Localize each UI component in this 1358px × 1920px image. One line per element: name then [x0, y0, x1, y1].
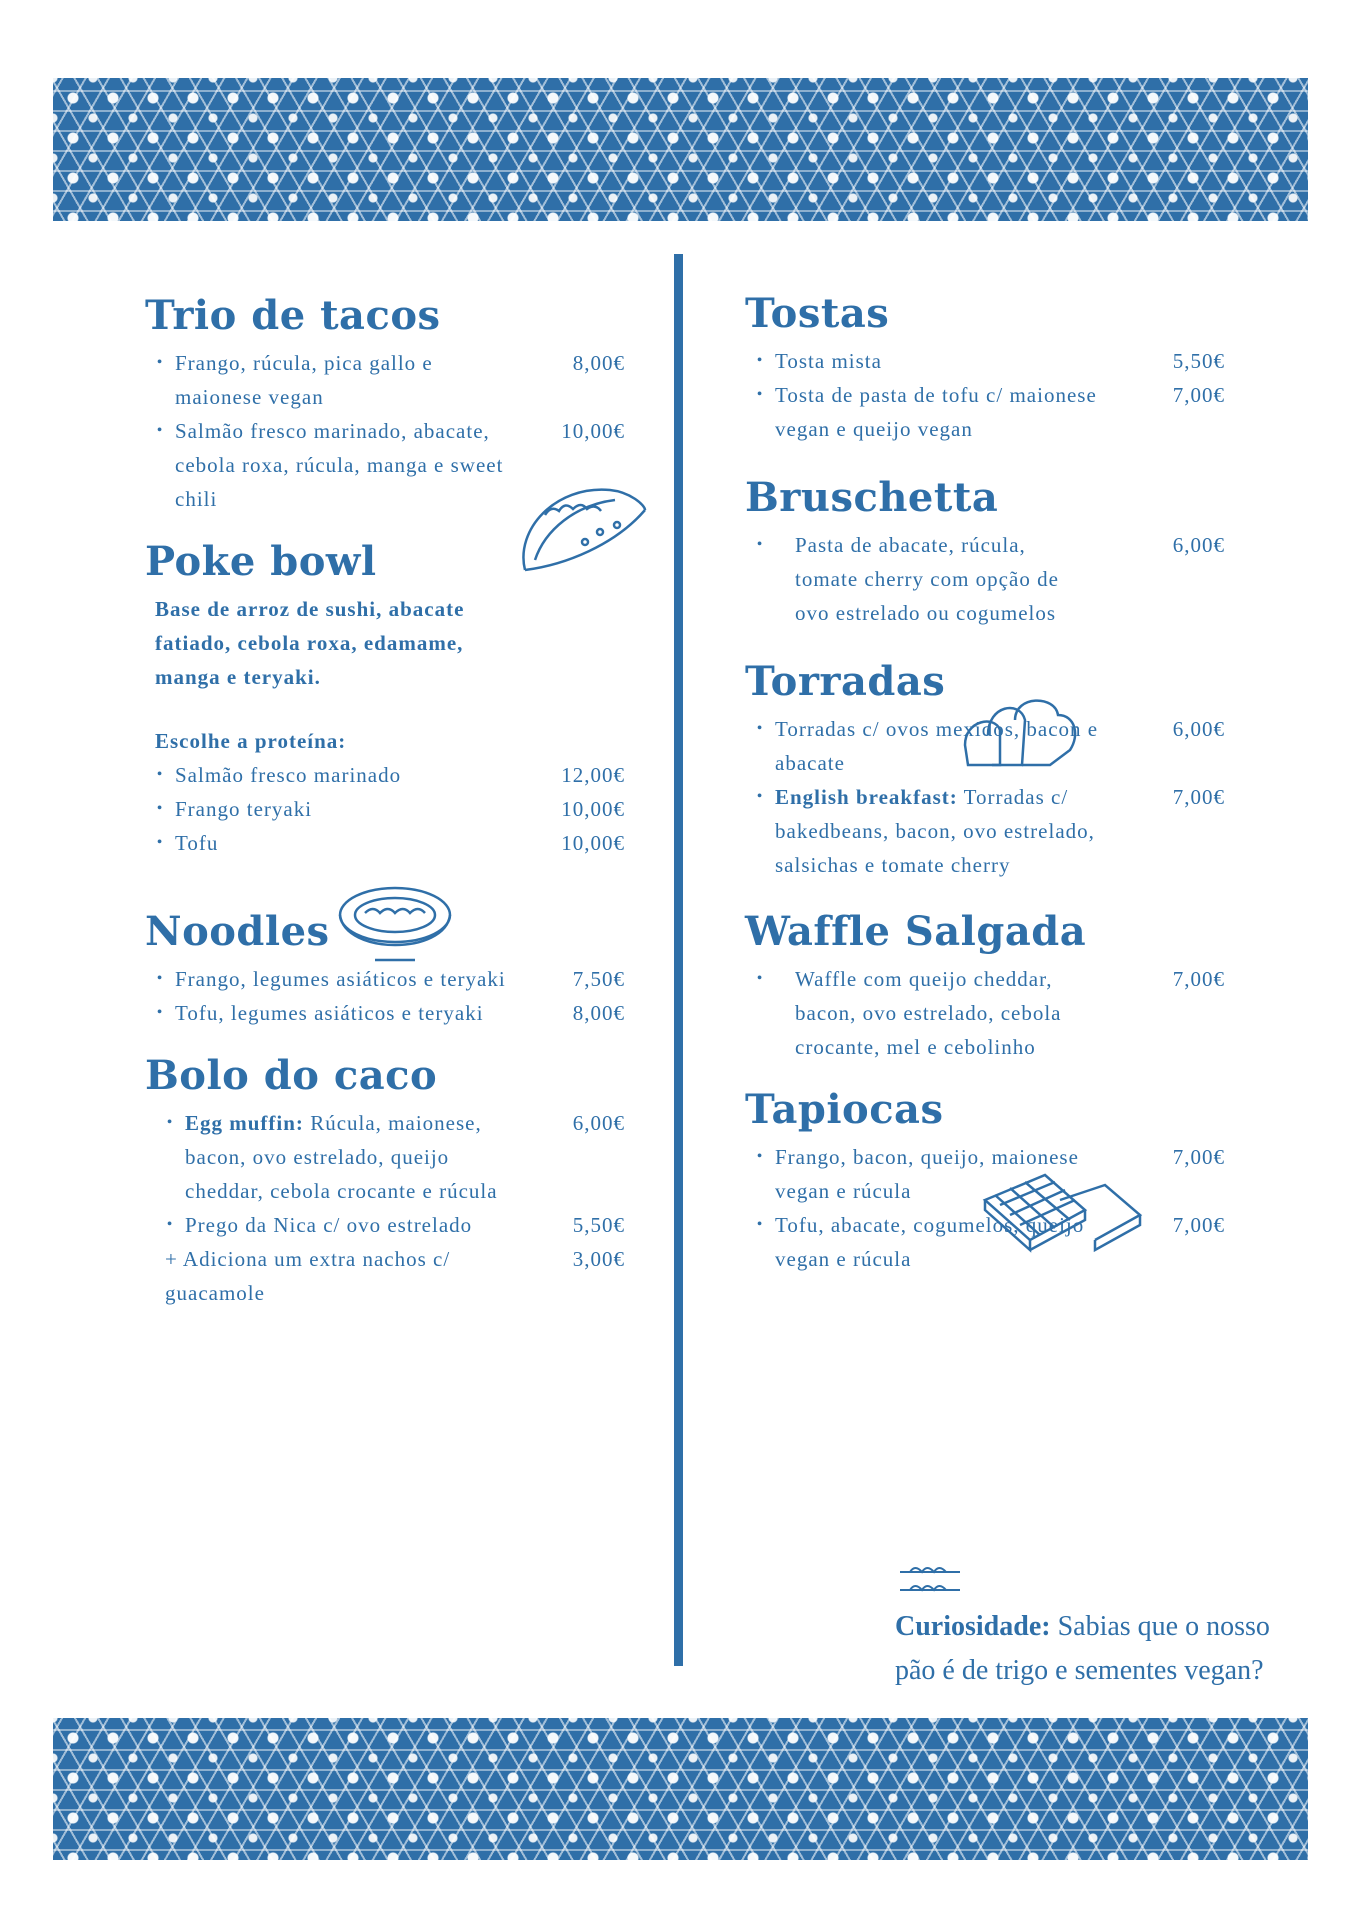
price: 8,00€	[572, 351, 625, 375]
section-title: Bolo do caco	[145, 1052, 438, 1099]
price: 7,00€	[1172, 785, 1225, 809]
toast-icon	[960, 695, 1085, 775]
menu-item: • Tofu 10,00€	[145, 826, 625, 860]
curiosity-label: Curiosidade:	[895, 1611, 1051, 1642]
price: 6,00€	[572, 1111, 625, 1135]
menu-item: • Tosta de pasta de tofu c/ maionese vegan e queijo vegan 7,00€	[745, 378, 1225, 446]
menu-item: • Frango, legumes asiáticos e teryaki 7,50€	[145, 962, 625, 996]
price: 12,00€	[561, 763, 625, 787]
price: 6,00€	[1172, 717, 1225, 741]
price: 3,00€	[572, 1247, 625, 1271]
price: 7,50€	[572, 967, 625, 991]
curiosity-note	[895, 1605, 1315, 1693]
column-divider	[674, 254, 683, 1666]
price: 7,00€	[1172, 967, 1225, 991]
section-waffle	[745, 906, 1225, 1064]
top-tile-pattern	[53, 78, 1308, 221]
section-title: Waffle Salgada	[745, 908, 1087, 955]
protein-label: Escolhe a proteína:	[155, 729, 347, 753]
left-column	[145, 290, 625, 1330]
right-column	[745, 288, 1225, 1296]
menu-item: • Salmão fresco marinado 12,00€	[145, 758, 625, 792]
section-title: Poke bowl	[145, 538, 377, 585]
section-tostas	[745, 288, 1225, 446]
section-title: Bruschetta	[745, 474, 999, 521]
menu-item: • Frango teryaki 10,00€	[145, 792, 625, 826]
menu-item: • Prego da Nica c/ ovo estrelado 5,50€	[155, 1208, 625, 1242]
extra-note: + Adiciona um extra nachos c/ guacamole 3,00€	[165, 1242, 625, 1310]
section-title: Tostas	[745, 290, 890, 337]
price: 10,00€	[561, 797, 625, 821]
menu-item: • Egg muffin: Rúcula, maionese, bacon, ovo estrelado, queijo cheddar, cebola crocante e rúcula 6,00€	[155, 1106, 625, 1208]
menu-item: • Tosta mista 5,50€	[745, 344, 1225, 378]
menu-item: • Frango, bacon, queijo, maionese vegan e rúcula 7,00€	[745, 1140, 1225, 1208]
curiosity-text: Sabias que o nosso pão é de trigo e sementes vegan?	[895, 1611, 1270, 1686]
section-title: Noodles	[145, 908, 330, 955]
menu-item: • Tofu, legumes asiáticos e teryaki 8,00€	[145, 996, 625, 1030]
price: 10,00€	[561, 419, 625, 443]
menu-item: • English breakfast: Torradas c/ bakedbeans, bacon, ovo estrelado, salsichas e tomate cherry 7,00€	[745, 780, 1225, 882]
price: 7,00€	[1172, 1145, 1225, 1169]
price: 7,00€	[1172, 383, 1225, 407]
menu-item: • Torradas c/ ovos mexidos, bacon e abacate 6,00€	[745, 712, 1225, 780]
taco-icon	[505, 470, 655, 585]
section-title: Torradas	[745, 658, 946, 705]
bottom-tile-pattern	[53, 1718, 1308, 1860]
wheat-icon	[895, 1560, 965, 1600]
menu-item: • Frango, rúcula, pica gallo e maionese vegan 8,00€	[145, 346, 625, 414]
price: 5,50€	[1172, 349, 1225, 373]
menu-item: • Tofu, abacate, cogumelos, queijo vegan e rúcula 7,00€	[745, 1208, 1225, 1276]
price: 8,00€	[572, 1001, 625, 1025]
section-title: Tapiocas	[745, 1086, 944, 1133]
waffle-icon	[975, 1170, 1150, 1270]
section-bolo	[145, 1050, 625, 1310]
price: 10,00€	[561, 831, 625, 855]
menu-item: • Salmão fresco marinado, abacate, cebola roxa, rúcula, manga e sweet chili 10,00€	[145, 414, 625, 516]
menu-item: • Waffle com queijo cheddar, bacon, ovo estrelado, cebola crocante, mel e cebolinho 7,00€	[745, 962, 1225, 1064]
price: 5,50€	[572, 1213, 625, 1237]
price: 7,00€	[1172, 1213, 1225, 1237]
section-title: Trio de tacos	[145, 292, 441, 339]
poke-base: Base de arroz de sushi, abacate fatiado, cebola roxa, edamame, manga e teryaki.	[155, 597, 465, 689]
price: 6,00€	[1172, 533, 1225, 557]
section-bruschetta	[745, 472, 1225, 630]
menu-item: • Pasta de abacate, rúcula, tomate cherry com opção de ovo estrelado ou cogumelos 6,00€	[745, 528, 1225, 630]
noodle-bowl-icon	[335, 880, 455, 975]
